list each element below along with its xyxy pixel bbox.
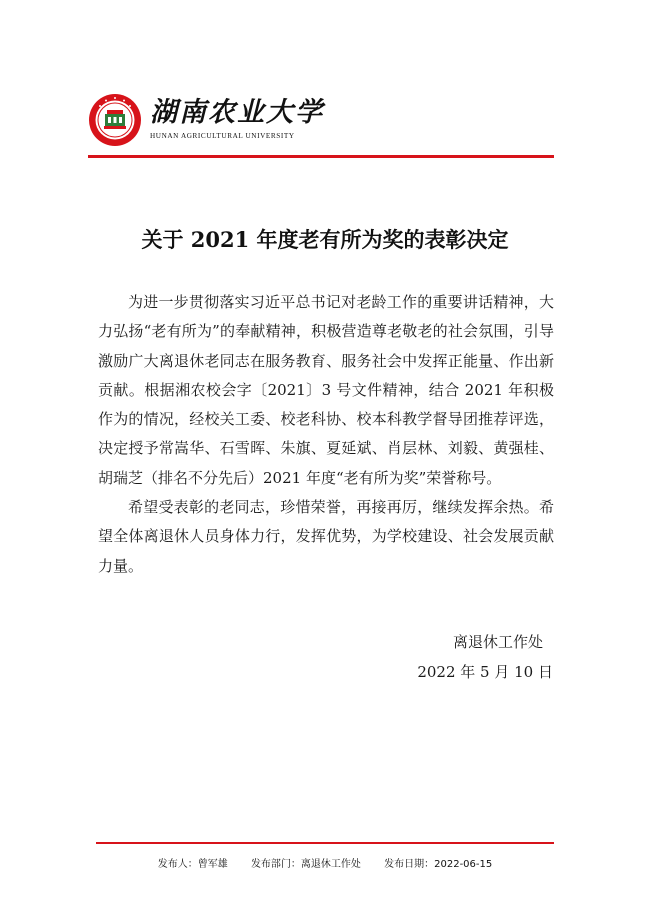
signature-block [417, 627, 553, 687]
footer-department: 发布部门：离退休工作处 [250, 859, 361, 870]
footer-publisher: 发布人：曾军雄 [157, 859, 228, 870]
signature-organization: 离退休工作处 [452, 633, 543, 651]
paragraph: 希望受表彰的老同志，珍惜荣誉，再接再厉，继续发挥余热。希望全体离退休人员身体力行，发挥优势，为学校建设、社会发展贡献力量。 [98, 498, 554, 575]
document-body [98, 288, 554, 581]
signature-date: 2022 年 5 月 10 日 [417, 663, 553, 681]
footer-divider [96, 842, 554, 844]
brand-english-name: HUNAN AGRICULTURAL UNIVERSITY [150, 132, 295, 140]
footer-date: 发布日期：2022-06-15 [384, 859, 493, 870]
document-title: 关于 2021 年度老有所为奖的表彰决定 [141, 227, 509, 252]
paragraph: 为进一步贯彻落实习近平总书记对老龄工作的重要讲话精神，大力弘扬“老有所为”的奉献精神，积极营造尊老敬老的社会氛围，引导激励广大离退休老同志在服务教育、服务社会中发挥正能量、作出新贡献。根据湘农校会字〔2021〕3 号文件精神，结合 2021 年积极作为的情况，经校关工委、校老科协、校本科教学督导团推荐评选，决定授予常嵩华、石雪晖、朱旗、夏延斌、肖层林、刘毅、黄强桂、胡瑞芝（排名不分先后）2021 年度“老有所为奖”荣誉称号。 [98, 293, 554, 487]
university-seal-icon [88, 93, 142, 147]
brand-chinese-name: 湖南农业大学 [150, 97, 324, 128]
page-header [88, 93, 554, 157]
page-footer [0, 855, 650, 870]
header-divider [88, 155, 554, 158]
